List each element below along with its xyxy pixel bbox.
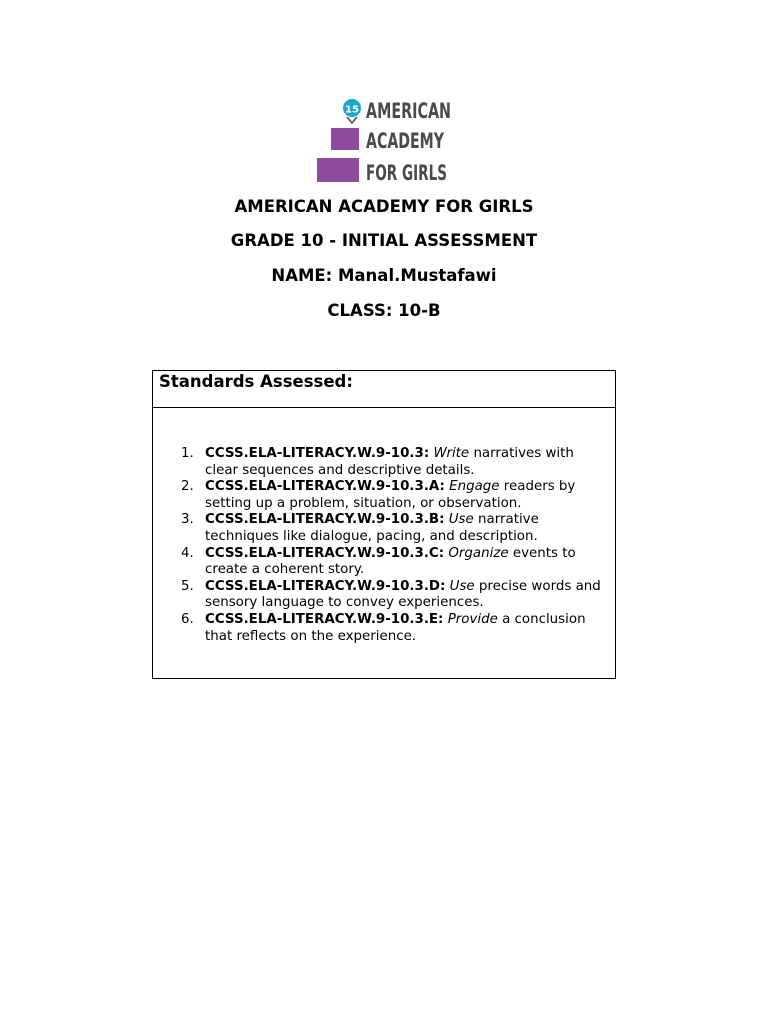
standard-description: narratives with clear sequences and descriptive details. <box>205 446 574 478</box>
standards-table <box>152 370 616 679</box>
standards-header-cell <box>153 371 615 408</box>
standard-number: 6. <box>181 611 194 627</box>
standard-item <box>153 612 615 645</box>
standard-description: a conclusion that reflects on the experience. <box>205 611 586 644</box>
standard-description: readers by setting up a problem, situation, or observation. <box>205 479 576 511</box>
logo-block-bottom <box>317 158 359 182</box>
student-name-heading: NAME: Manal.Mustafawi <box>271 266 497 285</box>
logo-block-top <box>331 128 359 150</box>
standard-number: 2. <box>181 479 194 495</box>
standard-verb: Organize <box>448 545 509 561</box>
standard-description: narrative techniques like dialogue, pacing, and description. <box>205 512 539 544</box>
class-heading: CLASS: 10-B <box>327 301 441 320</box>
standard-verb: Engage <box>449 479 500 495</box>
standard-number: 4. <box>181 545 194 561</box>
standard-number: 1. <box>181 446 194 461</box>
standard-code: CCSS.ELA-LITERACY.W.9-10.3.A: <box>205 479 445 495</box>
standard-description: precise words and sensory language to convey experiences. <box>205 578 601 611</box>
standards-list <box>153 446 615 645</box>
logo-line-3: FOR GIRLS <box>366 161 447 185</box>
standard-item <box>153 579 615 612</box>
logo-line-1: AMERICAN <box>366 99 451 123</box>
standards-title: Standards Assessed: <box>159 372 353 391</box>
standard-verb: Provide <box>447 611 498 627</box>
standard-code: CCSS.ELA-LITERACY.W.9-10.3.C: <box>205 545 445 561</box>
assessment-heading: GRADE 10 - INITIAL ASSESSMENT <box>230 231 538 250</box>
standard-verb: Use <box>449 578 475 594</box>
standard-number: 5. <box>181 578 194 594</box>
standard-code: CCSS.ELA-LITERACY.W.9-10.3: <box>205 446 430 461</box>
school-logo-graphic <box>316 92 456 184</box>
standard-item <box>153 446 615 479</box>
standard-number: 3. <box>181 512 194 528</box>
standard-item <box>153 512 615 545</box>
standard-description: events to create a coherent story. <box>205 545 576 578</box>
standard-code: CCSS.ELA-LITERACY.W.9-10.3.E: <box>205 611 444 627</box>
standard-code: CCSS.ELA-LITERACY.W.9-10.3.B: <box>205 512 445 528</box>
standard-item <box>153 479 615 512</box>
standard-code: CCSS.ELA-LITERACY.W.9-10.3.D: <box>205 578 446 594</box>
logo-line-2: ACADEMY <box>366 129 445 153</box>
school-name-heading: AMERICAN ACADEMY FOR GIRLS <box>234 197 534 216</box>
standard-verb: Write <box>433 446 470 461</box>
standard-item <box>153 546 615 579</box>
standard-verb: Use <box>448 512 474 528</box>
school-logo <box>316 92 456 184</box>
logo-badge-number: 15 <box>345 104 359 116</box>
